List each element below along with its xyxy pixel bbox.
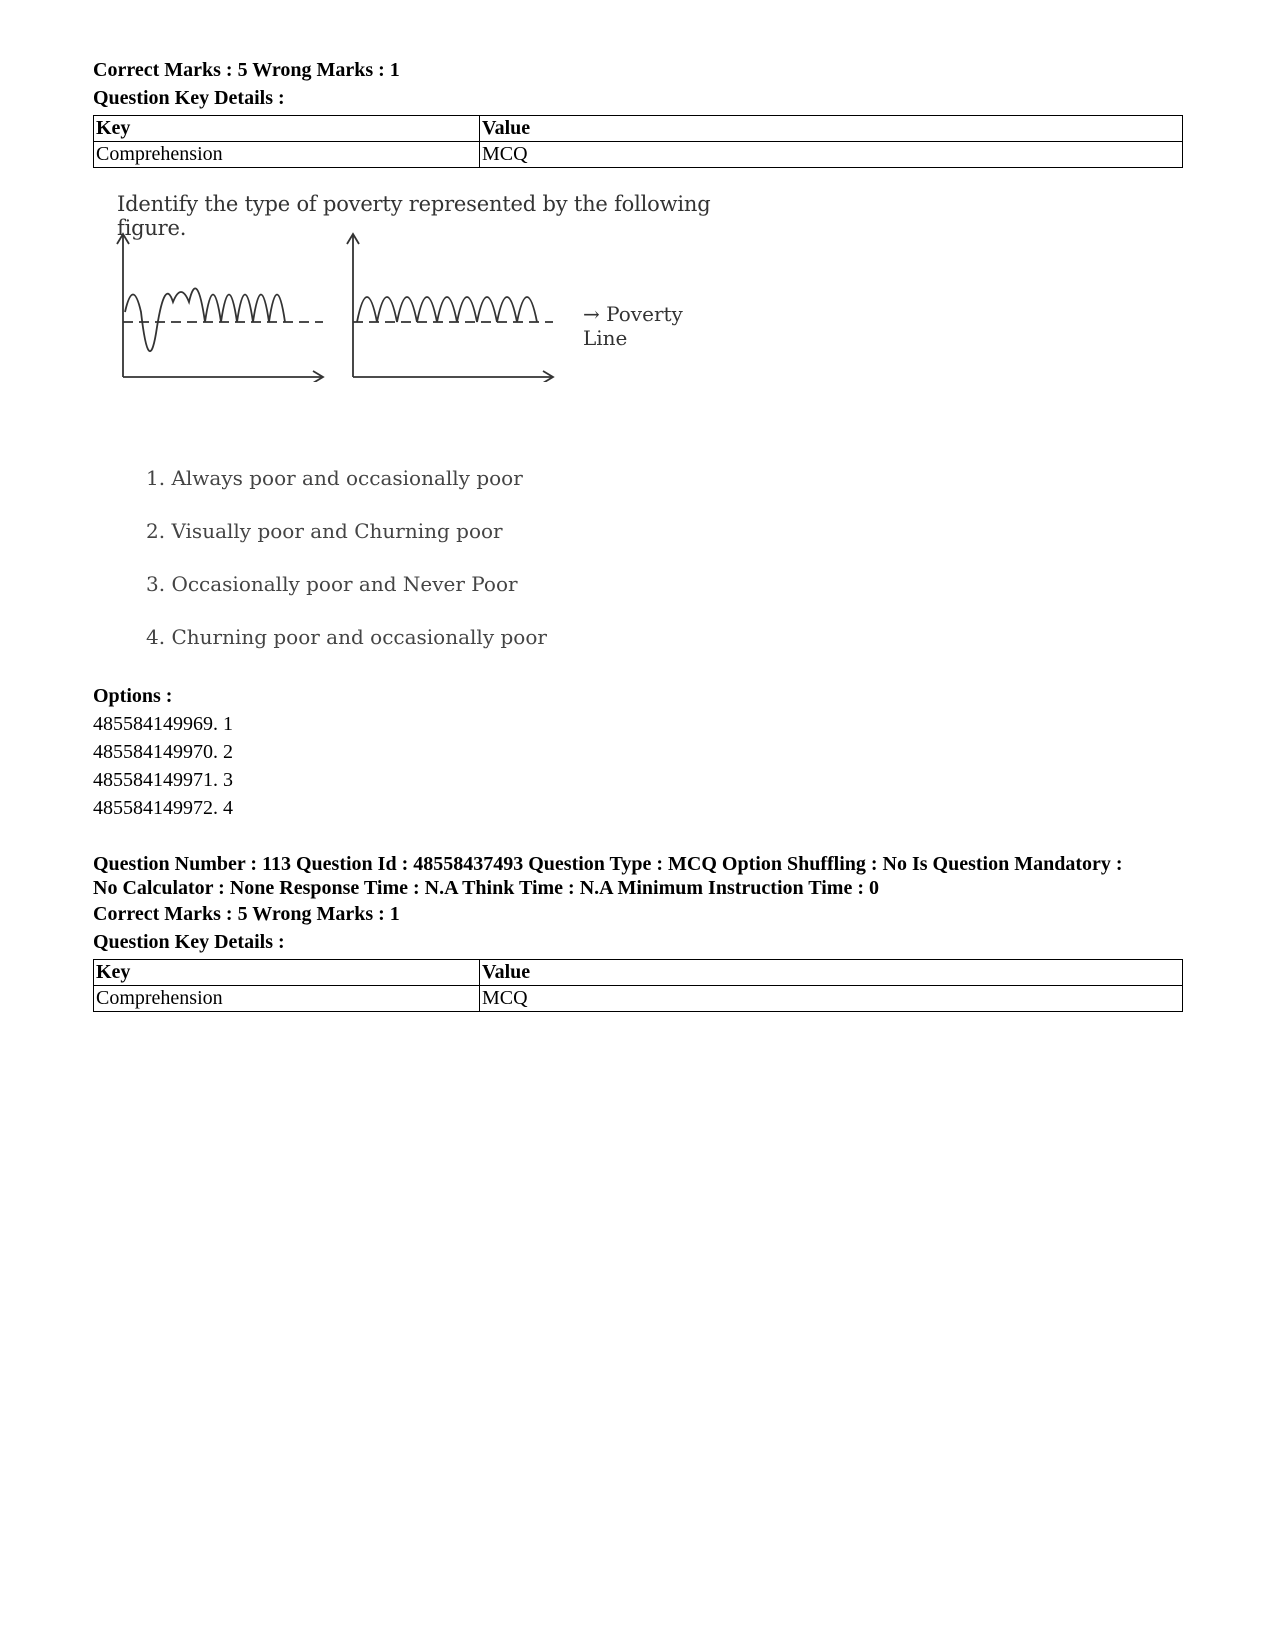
key-details-label: Question Key Details : bbox=[93, 931, 285, 953]
table-header-row bbox=[94, 960, 1183, 986]
choice-item: 3. Occasionally poor and Never Poor bbox=[146, 572, 518, 596]
option-item: 485584149971. 3 bbox=[93, 769, 233, 791]
option-item: 485584149970. 2 bbox=[93, 741, 233, 763]
table-header-value: Value bbox=[480, 960, 1183, 986]
choice-list bbox=[146, 464, 547, 676]
table-row bbox=[94, 986, 1183, 1012]
choice-item: 4. Churning poor and occasionally poor bbox=[146, 625, 547, 649]
choice-item: 1. Always poor and occasionally poor bbox=[146, 466, 523, 490]
key-details-label: Question Key Details : bbox=[93, 87, 285, 109]
table-header-value: Value bbox=[480, 116, 1183, 142]
question-meta-line-1: Question Number : 113 Question Id : 48558437493 Question Type : MCQ Option Shuffling : No Is Question Mandatory : bbox=[93, 853, 1123, 875]
key-details-table bbox=[93, 959, 1183, 1012]
marks-line: Correct Marks : 5 Wrong Marks : 1 bbox=[93, 903, 400, 925]
document-page bbox=[93, 56, 1183, 1012]
options-block bbox=[93, 682, 1183, 822]
options-label: Options : bbox=[93, 685, 173, 707]
table-header-key: Key bbox=[94, 116, 480, 142]
choice-item: 2. Visually poor and Churning poor bbox=[146, 519, 503, 543]
marks-line: Correct Marks : 5 Wrong Marks : 1 bbox=[93, 59, 400, 81]
table-cell-value: MCQ bbox=[480, 142, 1183, 168]
question-meta-line-2: No Calculator : None Response Time : N.A Think Time : N.A Minimum Instruction Time : 0 bbox=[93, 877, 879, 899]
table-cell-value: MCQ bbox=[480, 986, 1183, 1012]
right-income-wave bbox=[357, 297, 537, 322]
question-image bbox=[93, 172, 733, 682]
table-cell-key: Comprehension bbox=[94, 986, 480, 1012]
poverty-figure bbox=[113, 232, 593, 382]
option-item: 485584149969. 1 bbox=[93, 713, 233, 735]
table-row bbox=[94, 142, 1183, 168]
table-cell-key: Comprehension bbox=[94, 142, 480, 168]
key-details-table bbox=[93, 115, 1183, 168]
table-header-row bbox=[94, 116, 1183, 142]
question-prompt: Identify the type of poverty represented by the following figure. bbox=[117, 192, 711, 240]
poverty-line-label: → Poverty Line bbox=[583, 302, 683, 350]
table-header-key: Key bbox=[94, 960, 480, 986]
option-item: 485584149972. 4 bbox=[93, 797, 233, 819]
left-income-wave bbox=[125, 288, 285, 351]
